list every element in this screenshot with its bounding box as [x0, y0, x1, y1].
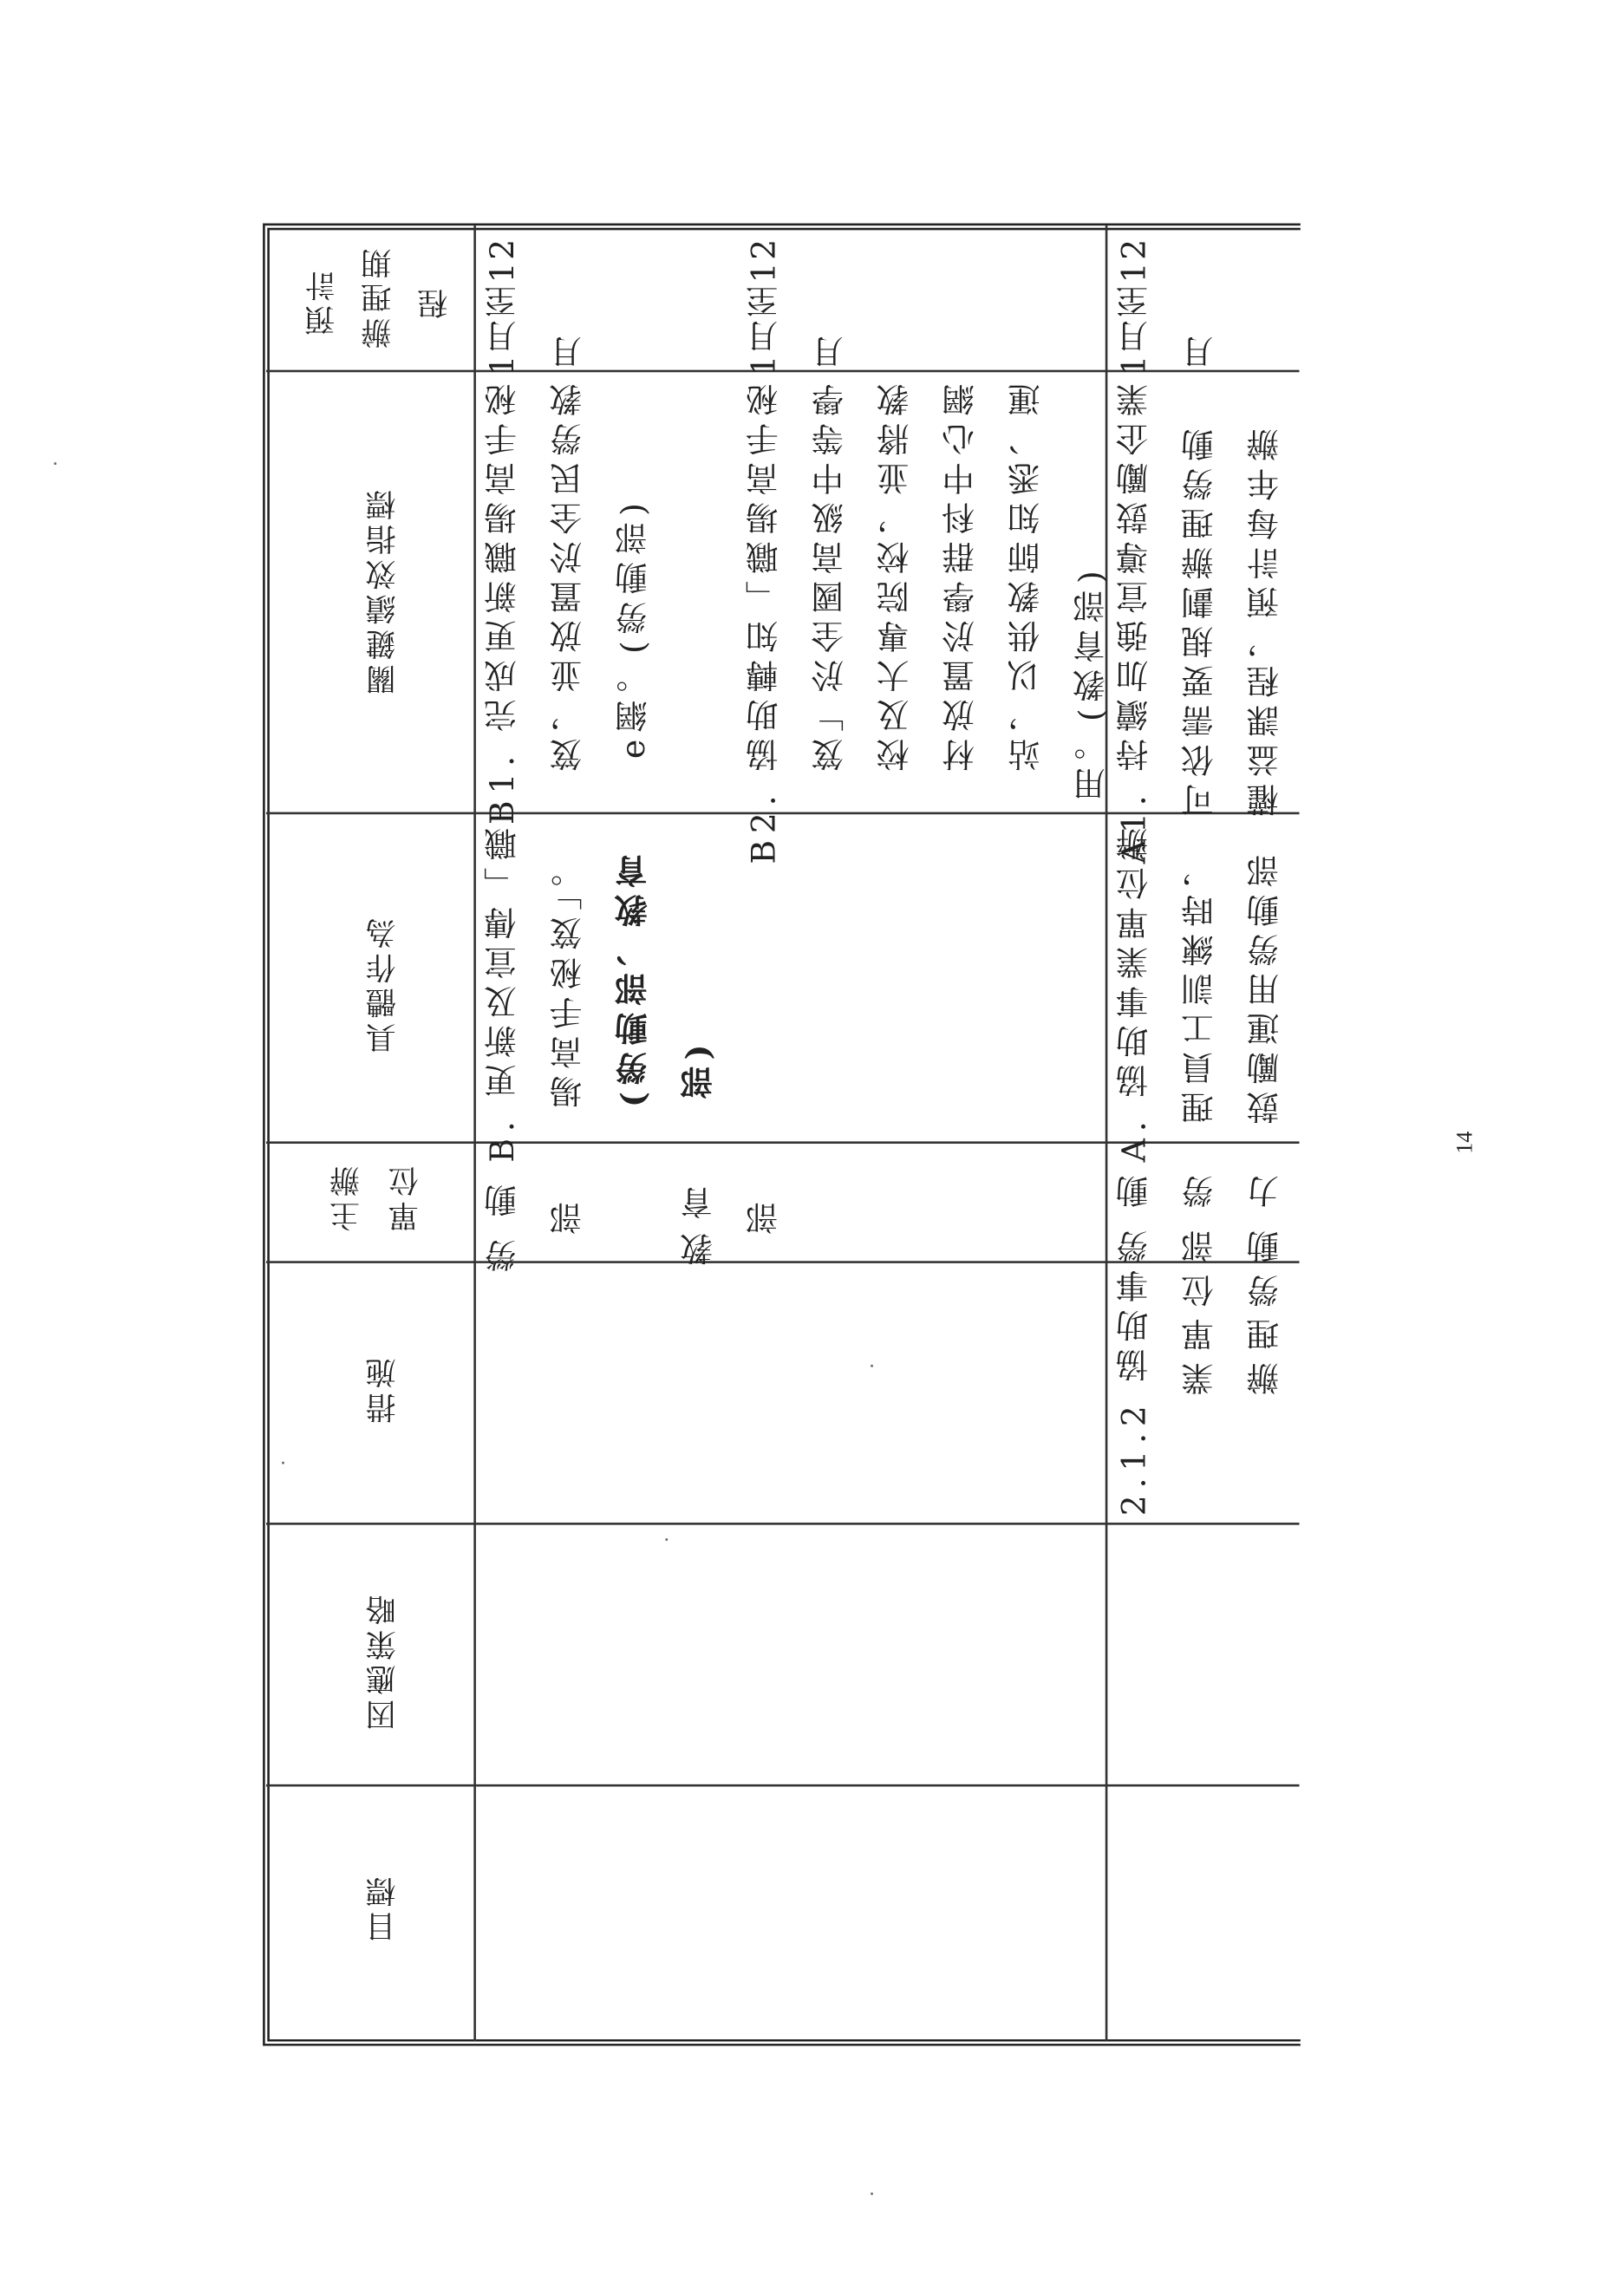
row1-schedule-b1-line1: 1月至12	[482, 237, 521, 376]
row1-schedule-b2-line2: 月	[809, 329, 849, 369]
header-kpi: 關鍵績效指標	[366, 485, 402, 695]
header-strategy: 因應策略	[366, 1590, 402, 1731]
row1-action-line2: 場高手秘笈」。	[548, 848, 587, 1109]
row2-agency-line2: 部勞	[1179, 1152, 1218, 1263]
row2-measure-line3: 辦理勞	[1245, 1262, 1284, 1396]
row2-measure-line2: 業單位	[1179, 1262, 1218, 1396]
row1-kpi-b2-line4: 材放置於學群科中心網	[940, 376, 980, 772]
scan-speck	[54, 462, 56, 465]
row2-measure-line1: 2.1.2 協助事	[1114, 1262, 1153, 1517]
row1-kpi-b2-line1: B2. 協助轉知「職場高手秘	[744, 376, 783, 864]
scan-speck	[665, 1538, 668, 1541]
row1-schedule-b2-line1: 1月至12	[744, 237, 783, 376]
row2-kpi-line2: 可依需要規劃辦理勞動	[1179, 421, 1218, 817]
row-divider	[1105, 225, 1108, 2041]
row2-action-line3: 鼓勵運用勞動部	[1245, 848, 1284, 1125]
row1-kpi-b1-line2: 笈，並放置於全民勞教	[548, 376, 587, 772]
row1-agency-line3: 教育	[679, 1172, 718, 1266]
header-agency-line2: 單位	[388, 1161, 425, 1232]
scan-speck	[282, 1462, 284, 1464]
header-schedule-line1: 預計	[305, 265, 341, 336]
scan-speck	[871, 1365, 873, 1367]
row2-schedule-line2: 月	[1179, 329, 1218, 369]
header-measure: 措施	[366, 1353, 402, 1424]
row1-kpi-b2-line2: 笈」於全國高級中等學	[809, 376, 849, 772]
column-divider	[266, 1784, 1300, 1787]
row1-agency-line4: 部	[744, 1195, 783, 1236]
row1-kpi-b2-line5: 站，以供教師知悉、運	[1006, 376, 1045, 772]
row2-kpi-line1: A1. 持續加強宣導鼓勵企業	[1114, 376, 1153, 864]
header-row-divider	[473, 225, 476, 2041]
page-number: 14	[1452, 1131, 1478, 1154]
row1-action-line4: 部)	[679, 1037, 718, 1099]
header-schedule-line3: 程	[418, 284, 453, 320]
row2-action-line2: 理員工訓練時，	[1179, 848, 1218, 1125]
header-goal: 目標	[366, 1872, 402, 1942]
row1-action-line1: B. 更新及宣傳「職	[482, 820, 521, 1163]
header-agency-line1: 主辦	[330, 1161, 366, 1232]
row1-agency-line1: 勞動	[482, 1161, 521, 1273]
header-action: 具體作為	[366, 913, 402, 1053]
row2-kpi-line3: 權益課程，預計每年辦	[1245, 421, 1284, 817]
row1-kpi-b1-line3: e網。(勞動部)	[613, 496, 652, 760]
row2-action-line1: A. 協助事業單位辦	[1114, 820, 1153, 1163]
row1-kpi-b1-line1: B1. 完成更新職場高手秘	[482, 376, 521, 825]
scan-speck	[871, 2193, 873, 2195]
row1-agency-line2: 部	[548, 1195, 587, 1236]
row1-schedule-b1-line2: 月	[548, 329, 587, 369]
header-schedule-line2: 辦理期	[362, 243, 397, 349]
column-divider	[266, 1523, 1300, 1525]
row2-agency-line1: 勞動	[1114, 1152, 1153, 1263]
row1-kpi-b2-line6: 用。(教育部)	[1071, 564, 1110, 801]
row2-schedule-line1: 1月至12	[1114, 237, 1153, 376]
row1-action-line3: (勞動部、教育	[613, 848, 652, 1108]
row2-agency-line3: 動力	[1245, 1152, 1284, 1263]
row1-kpi-b2-line3: 校及大專院校，並將教	[875, 376, 914, 772]
